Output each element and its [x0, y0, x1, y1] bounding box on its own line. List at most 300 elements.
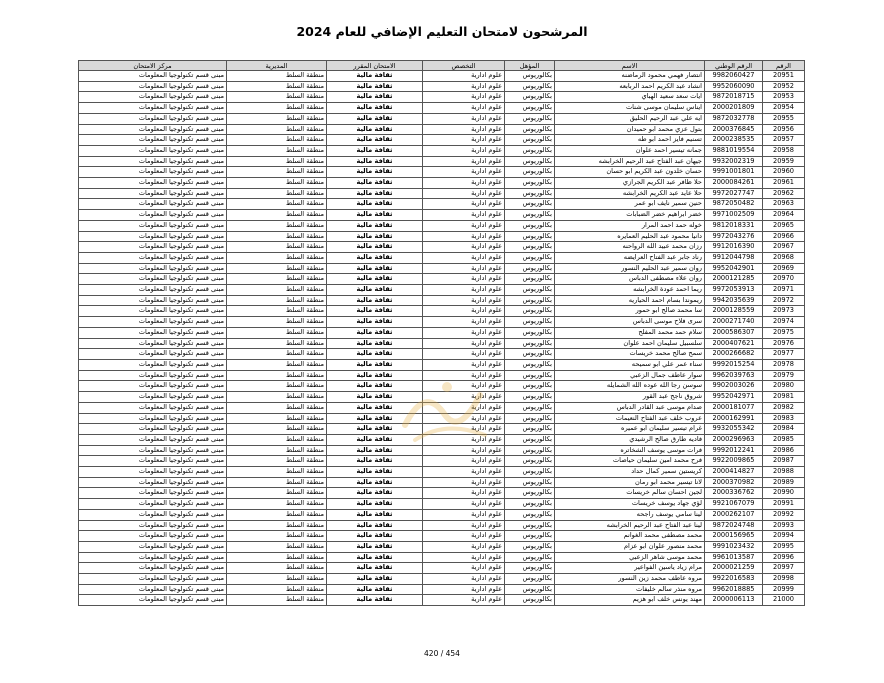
cell-number: 20983	[763, 413, 805, 424]
cell-directorate: منطقة السلط	[227, 135, 327, 146]
cell-national-id: 2000370982	[705, 477, 763, 488]
cell-name: سمح صالح محمد خريسات	[555, 349, 705, 360]
cell-qualification: بكالوريوس	[505, 413, 555, 424]
cell-directorate: منطقة السلط	[227, 285, 327, 296]
cell-number: 20953	[763, 92, 805, 103]
cell-exam-center: مبنى قسم تكنولوجيا المعلومات	[79, 231, 227, 242]
cell-national-id: 9952042901	[705, 263, 763, 274]
table-row	[79, 584, 805, 595]
cell-name: روان علاء مصطفى الدباس	[555, 274, 705, 285]
cell-national-id: 9962018885	[705, 584, 763, 595]
cell-name: محمد مصطفى محمد الغوانم	[555, 531, 705, 542]
table-row	[79, 263, 805, 274]
cell-number: 20999	[763, 584, 805, 595]
table-row	[79, 145, 805, 156]
cell-directorate: منطقة السلط	[227, 499, 327, 510]
cell-qualification: بكالوريوس	[505, 274, 555, 285]
cell-exam-center: مبنى قسم تكنولوجيا المعلومات	[79, 135, 227, 146]
cell-exam: ثقافة مالية	[327, 263, 423, 274]
table-row	[79, 178, 805, 189]
cell-directorate: منطقة السلط	[227, 584, 327, 595]
cell-directorate: منطقة السلط	[227, 327, 327, 338]
table-body	[79, 71, 805, 606]
cell-national-id: 2000238535	[705, 135, 763, 146]
cell-exam: ثقافة مالية	[327, 242, 423, 253]
cell-name: سناء عمر علي ابو سميحه	[555, 359, 705, 370]
cell-national-id: 9932002319	[705, 156, 763, 167]
table-row	[79, 135, 805, 146]
table-row	[79, 285, 805, 296]
cell-directorate: منطقة السلط	[227, 445, 327, 456]
cell-exam-center: مبنى قسم تكنولوجيا المعلومات	[79, 242, 227, 253]
cell-exam: ثقافة مالية	[327, 520, 423, 531]
cell-directorate: منطقة السلط	[227, 349, 327, 360]
table-row	[79, 252, 805, 263]
cell-specialization: علوم ادارية	[423, 113, 505, 124]
table-row	[79, 531, 805, 542]
cell-name: انتصار فهمي محمود الرماضنه	[555, 71, 705, 82]
cell-exam-center: مبنى قسم تكنولوجيا المعلومات	[79, 488, 227, 499]
cell-number: 20954	[763, 103, 805, 114]
cell-number: 20971	[763, 285, 805, 296]
cell-qualification: بكالوريوس	[505, 359, 555, 370]
cell-national-id: 9952060090	[705, 81, 763, 92]
table-row	[79, 113, 805, 124]
cell-qualification: بكالوريوس	[505, 113, 555, 124]
cell-qualification: بكالوريوس	[505, 306, 555, 317]
cell-qualification: بكالوريوس	[505, 349, 555, 360]
cell-qualification: بكالوريوس	[505, 188, 555, 199]
cell-exam-center: مبنى قسم تكنولوجيا المعلومات	[79, 145, 227, 156]
cell-exam: ثقافة مالية	[327, 145, 423, 156]
cell-number: 20973	[763, 306, 805, 317]
cell-exam: ثقافة مالية	[327, 338, 423, 349]
table-row	[79, 210, 805, 221]
cell-specialization: علوم ادارية	[423, 595, 505, 606]
table-header-row	[79, 61, 805, 71]
cell-number: 20980	[763, 381, 805, 392]
cell-exam-center: مبنى قسم تكنولوجيا المعلومات	[79, 338, 227, 349]
cell-exam-center: مبنى قسم تكنولوجيا المعلومات	[79, 467, 227, 478]
cell-exam: ثقافة مالية	[327, 220, 423, 231]
cell-name: صدام موسى عبد القادر الدباس	[555, 402, 705, 413]
cell-exam: ثقافة مالية	[327, 188, 423, 199]
cell-name: سلام حمد محمد المفلح	[555, 327, 705, 338]
header-number: الرقم	[763, 61, 805, 71]
cell-national-id: 2000266682	[705, 349, 763, 360]
cell-specialization: علوم ادارية	[423, 381, 505, 392]
cell-specialization: علوم ادارية	[423, 306, 505, 317]
cell-directorate: منطقة السلط	[227, 220, 327, 231]
cell-exam: ثقافة مالية	[327, 413, 423, 424]
table-row	[79, 167, 805, 178]
cell-exam-center: مبنى قسم تكنولوجيا المعلومات	[79, 113, 227, 124]
cell-qualification: بكالوريوس	[505, 285, 555, 296]
cell-specialization: علوم ادارية	[423, 456, 505, 467]
header-exam-center: مركز الامتحان	[79, 61, 227, 71]
cell-exam: ثقافة مالية	[327, 445, 423, 456]
cell-qualification: بكالوريوس	[505, 210, 555, 221]
cell-name: عروب خلف عبد الفتاح النعيمات	[555, 413, 705, 424]
table-row	[79, 467, 805, 478]
cell-qualification: بكالوريوس	[505, 263, 555, 274]
cell-exam-center: مبنى قسم تكنولوجيا المعلومات	[79, 563, 227, 574]
cell-national-id: 9922016583	[705, 574, 763, 585]
header-qualification: المؤهل	[505, 61, 555, 71]
cell-directorate: منطقة السلط	[227, 92, 327, 103]
cell-exam-center: مبنى قسم تكنولوجيا المعلومات	[79, 531, 227, 542]
cell-exam: ثقافة مالية	[327, 584, 423, 595]
cell-directorate: منطقة السلط	[227, 103, 327, 114]
cell-exam-center: مبنى قسم تكنولوجيا المعلومات	[79, 306, 227, 317]
cell-national-id: 2000121285	[705, 274, 763, 285]
cell-exam: ثقافة مالية	[327, 381, 423, 392]
header-name: الاسم	[555, 61, 705, 71]
cell-specialization: علوم ادارية	[423, 499, 505, 510]
table-row	[79, 274, 805, 285]
cell-national-id: 9932055342	[705, 424, 763, 435]
cell-specialization: علوم ادارية	[423, 263, 505, 274]
cell-national-id: 2000296963	[705, 434, 763, 445]
cell-qualification: بكالوريوس	[505, 71, 555, 82]
cell-exam-center: مبنى قسم تكنولوجيا المعلومات	[79, 509, 227, 520]
cell-exam-center: مبنى قسم تكنولوجيا المعلومات	[79, 263, 227, 274]
cell-directorate: منطقة السلط	[227, 145, 327, 156]
cell-name: فاديه طارق صالح الرشيدي	[555, 434, 705, 445]
cell-name: حنين سمير نايف ابو عمر	[555, 199, 705, 210]
cell-exam-center: مبنى قسم تكنولوجيا المعلومات	[79, 413, 227, 424]
cell-national-id: 9872024748	[705, 520, 763, 531]
cell-qualification: بكالوريوس	[505, 445, 555, 456]
table-row	[79, 231, 805, 242]
cell-national-id: 9952042971	[705, 392, 763, 403]
cell-exam: ثقافة مالية	[327, 531, 423, 542]
table-row	[79, 92, 805, 103]
header-exam: الامتحان المقرر	[327, 61, 423, 71]
cell-qualification: بكالوريوس	[505, 145, 555, 156]
cell-exam: ثقافة مالية	[327, 563, 423, 574]
cell-exam-center: مبنى قسم تكنولوجيا المعلومات	[79, 595, 227, 606]
table-row	[79, 434, 805, 445]
cell-qualification: بكالوريوس	[505, 92, 555, 103]
cell-number: 20959	[763, 156, 805, 167]
cell-qualification: بكالوريوس	[505, 477, 555, 488]
cell-number: 20955	[763, 113, 805, 124]
cell-name: غرام تيسير سليمان ابو عميره	[555, 424, 705, 435]
cell-directorate: منطقة السلط	[227, 434, 327, 445]
cell-qualification: بكالوريوس	[505, 456, 555, 467]
table-row	[79, 520, 805, 531]
cell-specialization: علوم ادارية	[423, 349, 505, 360]
cell-specialization: علوم ادارية	[423, 445, 505, 456]
table-row	[79, 445, 805, 456]
cell-name: خوله حمد احمد المرار	[555, 220, 705, 231]
cell-name: لؤي جهاد يوسف خريسات	[555, 499, 705, 510]
cell-qualification: بكالوريوس	[505, 327, 555, 338]
table-row	[79, 317, 805, 328]
cell-specialization: علوم ادارية	[423, 295, 505, 306]
table-row	[79, 327, 805, 338]
header-directorate: المديرية	[227, 61, 327, 71]
cell-qualification: بكالوريوس	[505, 541, 555, 552]
cell-national-id: 2000407621	[705, 338, 763, 349]
cell-number: 20987	[763, 456, 805, 467]
cell-specialization: علوم ادارية	[423, 71, 505, 82]
cell-name: سوار عاطف جمال الزعبي	[555, 370, 705, 381]
cell-directorate: منطقة السلط	[227, 274, 327, 285]
cell-exam-center: مبنى قسم تكنولوجيا المعلومات	[79, 552, 227, 563]
cell-exam: ثقافة مالية	[327, 285, 423, 296]
cell-number: 20964	[763, 210, 805, 221]
cell-name: خضر ابراهيم خضر الضبابات	[555, 210, 705, 221]
cell-exam: ثقافة مالية	[327, 359, 423, 370]
cell-qualification: بكالوريوس	[505, 467, 555, 478]
cell-national-id: 9991023432	[705, 541, 763, 552]
cell-number: 20966	[763, 231, 805, 242]
cell-specialization: علوم ادارية	[423, 242, 505, 253]
table-row	[79, 199, 805, 210]
cell-number: 20998	[763, 574, 805, 585]
cell-exam-center: مبنى قسم تكنولوجيا المعلومات	[79, 220, 227, 231]
cell-directorate: منطقة السلط	[227, 242, 327, 253]
cell-national-id: 9972043276	[705, 231, 763, 242]
table-row	[79, 306, 805, 317]
cell-qualification: بكالوريوس	[505, 499, 555, 510]
cell-name: ريموندا بسام احمد الحياريه	[555, 295, 705, 306]
cell-name: محمد منصور علوان ابو عزام	[555, 541, 705, 552]
cell-number: 20985	[763, 434, 805, 445]
cell-qualification: بكالوريوس	[505, 509, 555, 520]
cell-specialization: علوم ادارية	[423, 477, 505, 488]
cell-directorate: منطقة السلط	[227, 338, 327, 349]
cell-national-id: 9872018715	[705, 92, 763, 103]
cell-name: سلسبيل سليمان احمد علوان	[555, 338, 705, 349]
cell-name: لانا تيسير محمد ابو رمان	[555, 477, 705, 488]
cell-qualification: بكالوريوس	[505, 135, 555, 146]
cell-directorate: منطقة السلط	[227, 295, 327, 306]
cell-exam: ثقافة مالية	[327, 274, 423, 285]
cell-specialization: علوم ادارية	[423, 135, 505, 146]
cell-exam: ثقافة مالية	[327, 327, 423, 338]
cell-number: 20995	[763, 541, 805, 552]
table-row	[79, 349, 805, 360]
cell-qualification: بكالوريوس	[505, 563, 555, 574]
cell-specialization: علوم ادارية	[423, 156, 505, 167]
cell-exam-center: مبنى قسم تكنولوجيا المعلومات	[79, 327, 227, 338]
cell-number: 21000	[763, 595, 805, 606]
cell-directorate: منطقة السلط	[227, 231, 327, 242]
cell-qualification: بكالوريوس	[505, 381, 555, 392]
cell-qualification: بكالوريوس	[505, 124, 555, 135]
table-row	[79, 81, 805, 92]
cell-specialization: علوم ادارية	[423, 81, 505, 92]
cell-directorate: منطقة السلط	[227, 509, 327, 520]
cell-name: دانيا محمود عبد الحليم العمايره	[555, 231, 705, 242]
cell-name: جيهان عبد الفتاح عبد الرحيم الخرابشه	[555, 156, 705, 167]
cell-qualification: بكالوريوس	[505, 584, 555, 595]
cell-specialization: علوم ادارية	[423, 520, 505, 531]
cell-national-id: 9872050482	[705, 199, 763, 210]
cell-exam-center: مبنى قسم تكنولوجيا المعلومات	[79, 71, 227, 82]
cell-number: 20957	[763, 135, 805, 146]
cell-name: حلا ظافر عبد الكريم الجرازي	[555, 178, 705, 189]
cell-name: ريما احمد عودة الخرابشه	[555, 285, 705, 296]
cell-national-id: 9972053913	[705, 285, 763, 296]
cell-directorate: منطقة السلط	[227, 552, 327, 563]
cell-exam: ثقافة مالية	[327, 467, 423, 478]
cell-number: 20990	[763, 488, 805, 499]
cell-number: 20981	[763, 392, 805, 403]
table-row	[79, 488, 805, 499]
cell-number: 20984	[763, 424, 805, 435]
cell-directorate: منطقة السلط	[227, 488, 327, 499]
cell-specialization: علوم ادارية	[423, 124, 505, 135]
cell-national-id: 2000376845	[705, 124, 763, 135]
header-specialization: التخصص	[423, 61, 505, 71]
cell-exam: ثقافة مالية	[327, 210, 423, 221]
cell-number: 20976	[763, 338, 805, 349]
cell-exam: ثقافة مالية	[327, 499, 423, 510]
cell-exam: ثقافة مالية	[327, 317, 423, 328]
cell-exam-center: مبنى قسم تكنولوجيا المعلومات	[79, 584, 227, 595]
cell-specialization: علوم ادارية	[423, 188, 505, 199]
cell-qualification: بكالوريوس	[505, 317, 555, 328]
cell-name: مروه منذر سالم خليفات	[555, 584, 705, 595]
cell-name: حسان خلدون عبد الكريم ابو حسان	[555, 167, 705, 178]
cell-national-id: 2000201809	[705, 103, 763, 114]
cell-specialization: علوم ادارية	[423, 103, 505, 114]
cell-exam: ثقافة مالية	[327, 509, 423, 520]
cell-specialization: علوم ادارية	[423, 210, 505, 221]
cell-specialization: علوم ادارية	[423, 274, 505, 285]
cell-national-id: 2000262107	[705, 509, 763, 520]
cell-number: 20979	[763, 370, 805, 381]
cell-specialization: علوم ادارية	[423, 167, 505, 178]
cell-name: مرام زياد ياسين الفواعير	[555, 563, 705, 574]
cell-exam-center: مبنى قسم تكنولوجيا المعلومات	[79, 370, 227, 381]
cell-exam-center: مبنى قسم تكنولوجيا المعلومات	[79, 285, 227, 296]
cell-directorate: منطقة السلط	[227, 188, 327, 199]
cell-exam: ثقافة مالية	[327, 392, 423, 403]
cell-exam-center: مبنى قسم تكنولوجيا المعلومات	[79, 274, 227, 285]
table-row	[79, 370, 805, 381]
cell-exam-center: مبنى قسم تكنولوجيا المعلومات	[79, 295, 227, 306]
cell-specialization: علوم ادارية	[423, 338, 505, 349]
cell-exam: ثقافة مالية	[327, 252, 423, 263]
candidates-table-wrap	[78, 60, 804, 606]
table-row	[79, 381, 805, 392]
cell-name: فرات موسى يوسف الشخاتره	[555, 445, 705, 456]
cell-number: 20969	[763, 263, 805, 274]
table-row	[79, 402, 805, 413]
table-row	[79, 242, 805, 253]
cell-directorate: منطقة السلط	[227, 477, 327, 488]
cell-number: 20997	[763, 563, 805, 574]
cell-exam: ثقافة مالية	[327, 456, 423, 467]
cell-exam-center: مبنى قسم تكنولوجيا المعلومات	[79, 477, 227, 488]
cell-number: 20991	[763, 499, 805, 510]
cell-directorate: منطقة السلط	[227, 424, 327, 435]
cell-exam-center: مبنى قسم تكنولوجيا المعلومات	[79, 434, 227, 445]
cell-exam-center: مبنى قسم تكنولوجيا المعلومات	[79, 392, 227, 403]
cell-name: مروه عاطف محمد زين النسور	[555, 574, 705, 585]
cell-exam-center: مبنى قسم تكنولوجيا المعلومات	[79, 445, 227, 456]
cell-number: 20962	[763, 188, 805, 199]
cell-directorate: منطقة السلط	[227, 263, 327, 274]
cell-specialization: علوم ادارية	[423, 317, 505, 328]
cell-number: 20965	[763, 220, 805, 231]
cell-name: سا محمد صالح ابو حمور	[555, 306, 705, 317]
cell-directorate: منطقة السلط	[227, 467, 327, 478]
cell-exam-center: مبنى قسم تكنولوجيا المعلومات	[79, 156, 227, 167]
cell-exam-center: مبنى قسم تكنولوجيا المعلومات	[79, 92, 227, 103]
cell-qualification: بكالوريوس	[505, 595, 555, 606]
cell-number: 20992	[763, 509, 805, 520]
cell-directorate: منطقة السلط	[227, 392, 327, 403]
page-number: 420 / 454	[424, 649, 460, 658]
cell-national-id: 9991001801	[705, 167, 763, 178]
cell-exam-center: مبنى قسم تكنولوجيا المعلومات	[79, 349, 227, 360]
cell-number: 20963	[763, 199, 805, 210]
cell-directorate: منطقة السلط	[227, 413, 327, 424]
cell-national-id: 9961013587	[705, 552, 763, 563]
cell-exam-center: مبنى قسم تكنولوجيا المعلومات	[79, 381, 227, 392]
cell-number: 20974	[763, 317, 805, 328]
cell-directorate: منطقة السلط	[227, 306, 327, 317]
cell-directorate: منطقة السلط	[227, 178, 327, 189]
table-row	[79, 156, 805, 167]
cell-exam: ثقافة مالية	[327, 424, 423, 435]
cell-qualification: بكالوريوس	[505, 252, 555, 263]
cell-directorate: منطقة السلط	[227, 520, 327, 531]
cell-number: 20972	[763, 295, 805, 306]
cell-specialization: علوم ادارية	[423, 359, 505, 370]
cell-qualification: بكالوريوس	[505, 81, 555, 92]
cell-exam-center: مبنى قسم تكنولوجيا المعلومات	[79, 574, 227, 585]
table-row	[79, 295, 805, 306]
cell-specialization: علوم ادارية	[423, 584, 505, 595]
cell-directorate: منطقة السلط	[227, 167, 327, 178]
cell-national-id: 2000181077	[705, 402, 763, 413]
cell-specialization: علوم ادارية	[423, 488, 505, 499]
cell-name: مهند يونس خلف ابو هزيم	[555, 595, 705, 606]
page-title: المرشحون لامتحان التعليم الإضافي للعام 2024	[296, 24, 588, 39]
cell-name: رزان محمد عبيد الله الرواحنه	[555, 242, 705, 253]
cell-directorate: منطقة السلط	[227, 359, 327, 370]
cell-directorate: منطقة السلط	[227, 199, 327, 210]
cell-exam: ثقافة مالية	[327, 231, 423, 242]
cell-exam: ثقافة مالية	[327, 135, 423, 146]
cell-qualification: بكالوريوس	[505, 402, 555, 413]
cell-directorate: منطقة السلط	[227, 402, 327, 413]
cell-exam: ثقافة مالية	[327, 541, 423, 552]
cell-directorate: منطقة السلط	[227, 81, 327, 92]
cell-specialization: علوم ادارية	[423, 541, 505, 552]
cell-directorate: منطقة السلط	[227, 541, 327, 552]
cell-national-id: 2000414827	[705, 467, 763, 478]
cell-qualification: بكالوريوس	[505, 220, 555, 231]
cell-exam: ثقافة مالية	[327, 178, 423, 189]
cell-exam: ثقافة مالية	[327, 103, 423, 114]
cell-specialization: علوم ادارية	[423, 552, 505, 563]
cell-national-id: 9942035639	[705, 295, 763, 306]
cell-name: سوسن رجا الله عوده الله الشمايله	[555, 381, 705, 392]
table-row	[79, 413, 805, 424]
table-row	[79, 220, 805, 231]
cell-exam-center: مبنى قسم تكنولوجيا المعلومات	[79, 124, 227, 135]
cell-qualification: بكالوريوس	[505, 488, 555, 499]
cell-qualification: بكالوريوس	[505, 167, 555, 178]
